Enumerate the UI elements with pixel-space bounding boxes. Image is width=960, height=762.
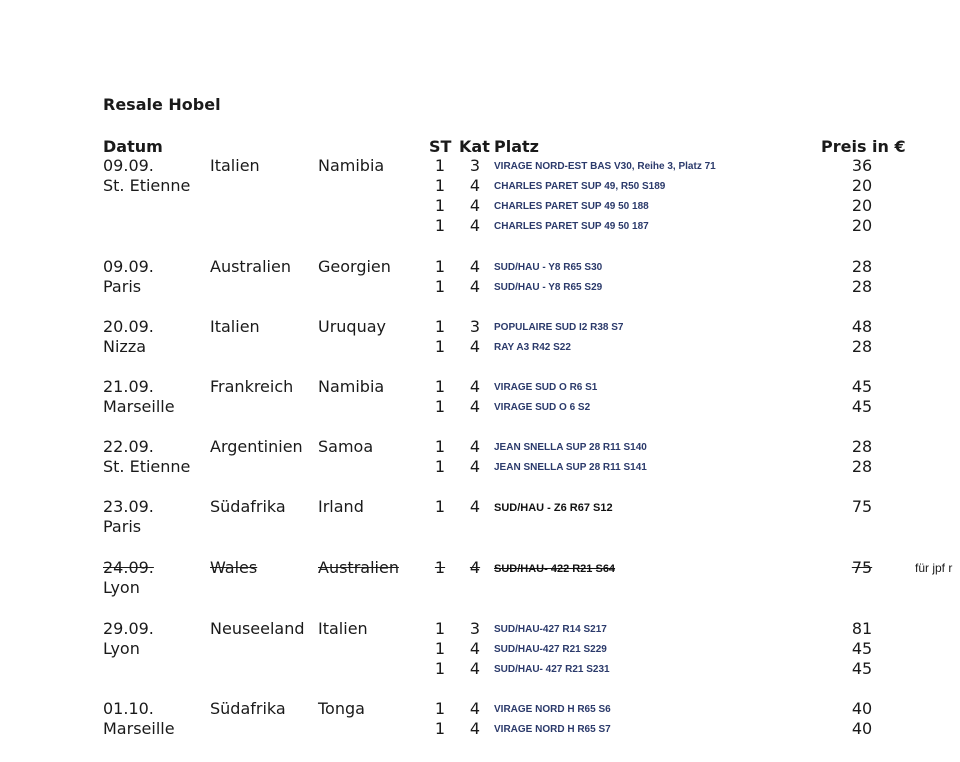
ticket-kat: 4	[469, 699, 481, 718]
ticket-kat: 4	[469, 437, 481, 456]
ticket-kat: 4	[469, 457, 481, 476]
ticket-platz: SUD/HAU- 427 R21 S231	[494, 664, 610, 675]
ticket-st: 1	[434, 216, 446, 235]
match-date: 01.10.	[103, 699, 154, 718]
match-team2: Irland	[318, 497, 364, 516]
ticket-st: 1	[434, 176, 446, 195]
match-date: 29.09.	[103, 619, 154, 638]
match-date: 24.09.	[103, 558, 154, 577]
match-team2: Australien	[318, 558, 399, 577]
ticket-st: 1	[434, 317, 446, 336]
match-team1: Südafrika	[210, 699, 286, 718]
ticket-st: 1	[434, 558, 446, 577]
ticket-st: 1	[434, 337, 446, 356]
match-team1: Südafrika	[210, 497, 286, 516]
ticket-platz: SUD/HAU-427 R21 S229	[494, 644, 607, 655]
ticket-preis: 75	[851, 497, 873, 516]
match-note: für jpf r	[915, 561, 953, 575]
match-team2: Namibia	[318, 156, 385, 175]
ticket-preis: 40	[851, 699, 873, 718]
ticket-preis: 20	[851, 176, 873, 195]
ticket-preis: 45	[851, 659, 873, 678]
ticket-kat: 3	[469, 156, 481, 175]
document-title: Resale Hobel	[103, 95, 221, 114]
ticket-preis: 28	[851, 277, 873, 296]
ticket-st: 1	[434, 699, 446, 718]
ticket-st: 1	[434, 257, 446, 276]
ticket-platz: CHARLES PARET SUP 49 50 187	[494, 221, 649, 232]
ticket-platz: VIRAGE NORD H R65 S6	[494, 704, 611, 715]
ticket-preis: 45	[851, 397, 873, 416]
ticket-platz: JEAN SNELLA SUP 28 R11 S141	[494, 462, 647, 473]
ticket-platz: VIRAGE NORD-EST BAS V30, Reihe 3, Platz 71	[494, 161, 716, 172]
match-team1: Argentinien	[210, 437, 303, 456]
header-platz: Platz	[494, 137, 539, 156]
ticket-platz: VIRAGE SUD O R6 S1	[494, 382, 598, 393]
ticket-preis: 28	[851, 457, 873, 476]
ticket-kat: 4	[469, 659, 481, 678]
ticket-kat: 3	[469, 619, 481, 638]
ticket-st: 1	[434, 277, 446, 296]
header-datum: Datum	[103, 137, 163, 156]
ticket-platz: JEAN SNELLA SUP 28 R11 S140	[494, 442, 647, 453]
ticket-platz: CHARLES PARET SUP 49 50 188	[494, 201, 649, 212]
match-date: 21.09.	[103, 377, 154, 396]
ticket-st: 1	[434, 156, 446, 175]
match-city: Paris	[103, 517, 142, 536]
match-team2: Uruquay	[318, 317, 386, 336]
ticket-kat: 4	[469, 337, 481, 356]
match-team2: Tonga	[318, 699, 365, 718]
ticket-kat: 4	[469, 397, 481, 416]
ticket-st: 1	[434, 619, 446, 638]
ticket-preis: 75	[851, 558, 873, 577]
match-city: St. Etienne	[103, 457, 191, 476]
ticket-st: 1	[434, 397, 446, 416]
ticket-kat: 4	[469, 277, 481, 296]
match-city: Nizza	[103, 337, 147, 356]
match-date: 09.09.	[103, 156, 154, 175]
ticket-kat: 4	[469, 176, 481, 195]
ticket-preis: 20	[851, 216, 873, 235]
match-team2: Namibia	[318, 377, 385, 396]
match-date: 22.09.	[103, 437, 154, 456]
ticket-kat: 4	[469, 196, 481, 215]
match-city: Lyon	[103, 639, 140, 658]
ticket-kat: 4	[469, 719, 481, 738]
match-city: Paris	[103, 277, 142, 296]
match-date: 20.09.	[103, 317, 154, 336]
ticket-platz: SUD/HAU- 422 R21 S64	[494, 563, 616, 575]
match-team2: Italien	[318, 619, 368, 638]
header-kat: Kat	[459, 137, 490, 156]
ticket-kat: 4	[469, 639, 481, 658]
ticket-st: 1	[434, 457, 446, 476]
header-st: ST	[429, 137, 452, 156]
ticket-preis: 40	[851, 719, 873, 738]
ticket-preis: 48	[851, 317, 873, 336]
ticket-st: 1	[434, 659, 446, 678]
ticket-platz: VIRAGE NORD H R65 S7	[494, 724, 611, 735]
ticket-platz: SUD/HAU - Z6 R67 S12	[494, 502, 613, 514]
ticket-kat: 4	[469, 257, 481, 276]
match-city: Marseille	[103, 397, 175, 416]
ticket-kat: 4	[469, 377, 481, 396]
ticket-preis: 28	[851, 437, 873, 456]
match-city: St. Etienne	[103, 176, 191, 195]
ticket-st: 1	[434, 437, 446, 456]
header-preis: Preis in €	[821, 137, 906, 156]
match-team2: Georgien	[318, 257, 391, 276]
match-team1: Italien	[210, 156, 260, 175]
ticket-preis: 81	[851, 619, 873, 638]
match-team1: Wales	[210, 558, 258, 577]
ticket-platz: POPULAIRE SUD I2 R38 S7	[494, 322, 624, 333]
match-team1: Frankreich	[210, 377, 294, 396]
ticket-platz: CHARLES PARET SUP 49, R50 S189	[494, 181, 666, 192]
ticket-preis: 45	[851, 639, 873, 658]
match-city: Lyon	[103, 578, 140, 597]
match-team1: Neuseeland	[210, 619, 305, 638]
match-team2: Samoa	[318, 437, 374, 456]
ticket-st: 1	[434, 639, 446, 658]
ticket-preis: 28	[851, 257, 873, 276]
match-date: 23.09.	[103, 497, 154, 516]
match-city: Marseille	[103, 719, 175, 738]
ticket-kat: 3	[469, 317, 481, 336]
ticket-platz: SUD/HAU-427 R14 S217	[494, 624, 607, 635]
ticket-kat: 4	[469, 558, 481, 577]
ticket-platz: VIRAGE SUD O 6 S2	[494, 402, 591, 413]
ticket-platz: SUD/HAU - Y8 R65 S29	[494, 282, 603, 293]
ticket-preis: 45	[851, 377, 873, 396]
ticket-preis: 20	[851, 196, 873, 215]
ticket-preis: 28	[851, 337, 873, 356]
ticket-st: 1	[434, 377, 446, 396]
ticket-platz: SUD/HAU - Y8 R65 S30	[494, 262, 603, 273]
ticket-kat: 4	[469, 497, 481, 516]
ticket-st: 1	[434, 497, 446, 516]
ticket-preis: 36	[851, 156, 873, 175]
ticket-st: 1	[434, 719, 446, 738]
ticket-platz: RAY A3 R42 S22	[494, 342, 571, 353]
match-team1: Australien	[210, 257, 291, 276]
match-date: 09.09.	[103, 257, 154, 276]
match-team1: Italien	[210, 317, 260, 336]
ticket-st: 1	[434, 196, 446, 215]
ticket-kat: 4	[469, 216, 481, 235]
